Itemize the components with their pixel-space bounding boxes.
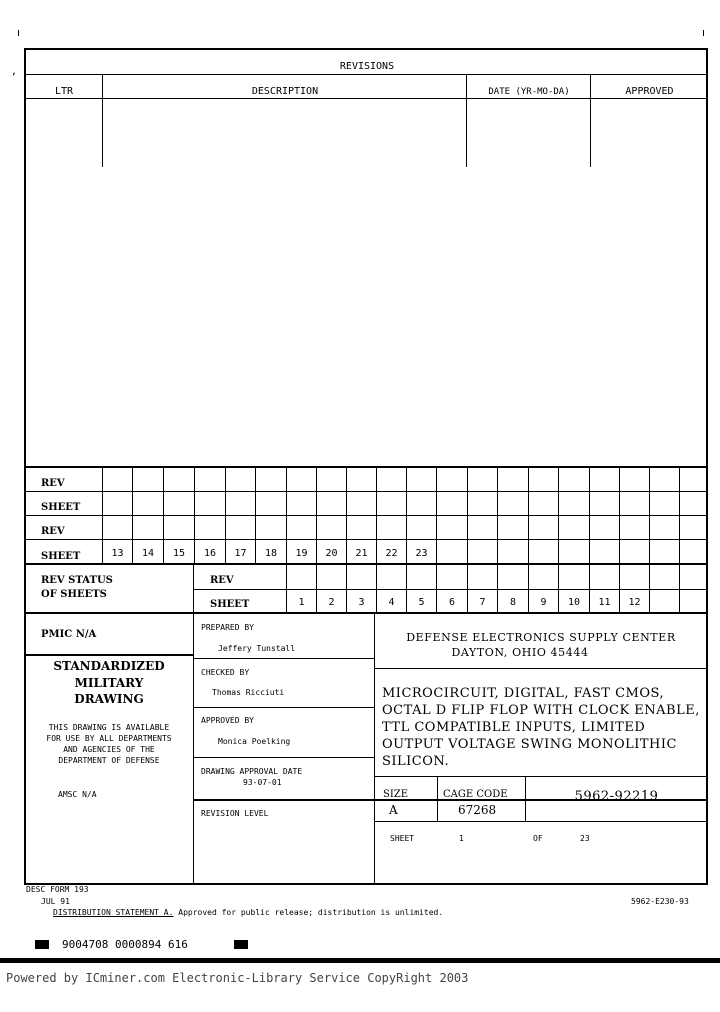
sheet-number: 8 — [509, 597, 517, 608]
distribution-text: Approved for public release; distribution is unlimited. — [178, 908, 444, 917]
footer-rule — [0, 958, 720, 963]
crop-mark — [18, 30, 19, 36]
of-value: 23 — [580, 834, 590, 843]
document-number: 5962-92219 — [574, 789, 659, 804]
sheet-number: 19 — [295, 548, 308, 559]
sheet-number: 12 — [628, 597, 641, 608]
sheet-number: 17 — [234, 548, 247, 559]
sheet-row-label: SHEET — [41, 551, 81, 562]
sheet-number: 4 — [388, 597, 395, 608]
sheet-number: 22 — [385, 548, 398, 559]
sheet-number: 15 — [172, 548, 186, 559]
rev-status-label: OF SHEETS — [41, 589, 107, 600]
revision-level-label: REVISION LEVEL — [201, 809, 269, 818]
prepared-by-name: Jeffery Tunstall — [218, 644, 296, 653]
sheet-label: SHEET — [390, 834, 415, 843]
pmic-label: PMIC N/A — [41, 629, 97, 640]
availability-text: FOR USE BY ALL DEPARTMENTS — [46, 734, 172, 743]
distribution-label: DISTRIBUTION STATEMENT A. — [53, 908, 174, 917]
sheet-number: 6 — [448, 597, 456, 608]
drawing-title: TTL COMPATIBLE INPUTS, LIMITED — [382, 720, 646, 735]
distribution-statement — [53, 908, 443, 918]
drawing-title: SILICON. — [382, 754, 450, 769]
sheet-number: 21 — [355, 548, 368, 559]
sheet-number: 18 — [264, 548, 278, 559]
rev-row-label: REV — [41, 526, 65, 537]
form-number: DESC FORM 193 — [26, 885, 89, 894]
cage-code-value: 67268 — [458, 803, 497, 817]
size-value: A — [389, 803, 398, 817]
powered-by-banner: Powered by ICminer.com Electronic-Library Service CopyRight 2003 — [6, 971, 469, 985]
form-date: JUL 91 — [41, 897, 70, 906]
crop-mark — [703, 30, 704, 36]
sheet-number: 5 — [418, 597, 425, 608]
smd-title: STANDARDIZED — [53, 659, 165, 673]
smd-title: DRAWING — [74, 692, 144, 706]
col-description-header: DESCRIPTION — [251, 86, 319, 97]
availability-text: AND AGENCIES OF THE — [63, 745, 155, 754]
approval-date-value: 93-07-01 — [243, 778, 282, 787]
approval-date-label: DRAWING APPROVAL DATE — [201, 767, 303, 776]
sheet-number: 9 — [540, 597, 547, 608]
availability-text: DEPARTMENT OF DEFENSE — [58, 756, 160, 765]
sheet-number: 1 — [298, 597, 305, 608]
revisions-title: REVISIONS — [339, 61, 395, 72]
barcode-block-right — [234, 940, 248, 949]
checked-by-name: Thomas Ricciuti — [212, 688, 285, 697]
sheet-number: 23 — [415, 548, 428, 559]
sheet-number: 16 — [203, 548, 217, 559]
smd-title: MILITARY — [74, 676, 144, 690]
rev-status-label: REV STATUS — [41, 575, 113, 586]
col-approved-header: APPROVED — [625, 86, 674, 97]
barcode-block-left — [35, 940, 49, 949]
sheet-number: 2 — [328, 597, 335, 608]
col-divider — [466, 74, 467, 167]
col-divider — [102, 74, 103, 167]
sheet-number: 20 — [325, 548, 338, 559]
availability-text: THIS DRAWING IS AVAILABLE — [48, 723, 170, 732]
col-ltr-header: LTR — [54, 86, 74, 97]
sheet-number: 3 — [358, 597, 365, 608]
sheet-row-label: SHEET — [210, 599, 250, 610]
sheet-row-label: SHEET — [41, 502, 81, 513]
barcode-text: 9004708 0000894 616 — [62, 938, 188, 951]
drawing-title: OCTAL D FLIP FLOP WITH CLOCK ENABLE, — [382, 703, 700, 718]
size-label: SIZE — [383, 789, 409, 800]
col-divider — [590, 74, 591, 167]
agency-name: DEFENSE ELECTRONICS SUPPLY CENTER — [406, 631, 676, 644]
sheet-number: 13 — [111, 548, 124, 559]
rev-row-label: REV — [210, 575, 234, 586]
checked-by-label: CHECKED BY — [201, 668, 250, 677]
margin-mark: , — [11, 66, 18, 77]
cage-code-label: CAGE CODE — [443, 789, 508, 800]
sheet-number: 14 — [141, 548, 155, 559]
agency-address: DAYTON, OHIO 45444 — [451, 646, 589, 659]
col-date-header: DATE (YR-MO-DA) — [488, 87, 570, 97]
sheet-number: 7 — [479, 597, 486, 608]
form-code: 5962-E230-93 — [631, 897, 689, 906]
drawing-title: MICROCIRCUIT, DIGITAL, FAST CMOS, — [382, 686, 665, 701]
drawing-title: OUTPUT VOLTAGE SWING MONOLITHIC — [382, 737, 677, 752]
sheet-value: 1 — [459, 834, 464, 843]
amsc-label: AMSC N/A — [58, 790, 97, 799]
sheet-number: 10 — [567, 597, 581, 608]
rev-row-label: REV — [41, 478, 65, 489]
of-label: OF — [533, 834, 543, 843]
approved-by-label: APPROVED BY — [201, 716, 254, 725]
approved-by-name: Monica Poelking — [218, 737, 291, 746]
prepared-by-label: PREPARED BY — [201, 623, 254, 632]
sheet-number: 11 — [598, 597, 611, 608]
